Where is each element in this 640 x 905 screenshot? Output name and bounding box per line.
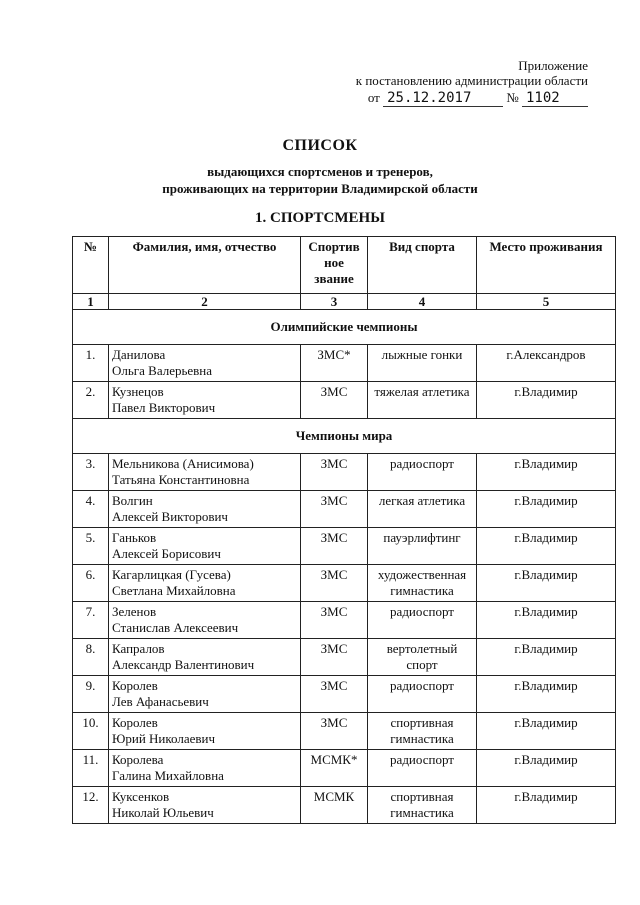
header-place: Место проживания [477, 237, 616, 294]
table-row [73, 345, 616, 382]
cell-sport: радиоспорт [368, 602, 477, 639]
cell-sport: пауэрлифтинг [368, 528, 477, 565]
given-names: Александр Валентинович [112, 657, 255, 672]
given-names: Николай Юльевич [112, 805, 214, 820]
cell-number: 11. [73, 750, 109, 787]
cell-name [109, 491, 301, 528]
cell-sport-title: ЗМС [301, 676, 368, 713]
cell-sport-title: ЗМС [301, 565, 368, 602]
decree-number: 1102 [522, 91, 588, 107]
document-subtitle [0, 163, 640, 197]
cell-residence: г.Владимир [477, 750, 616, 787]
section-heading: 1. СПОРТСМЕНЫ [255, 210, 385, 226]
cell-sport: спортивная гимнастика [368, 787, 477, 824]
document-title: СПИСОК [282, 137, 358, 154]
given-names: Ольга Валерьевна [112, 363, 213, 378]
given-names: Алексей Викторович [112, 509, 228, 524]
decree-date: 25.12.2017 [383, 91, 503, 107]
surname: Королева [112, 752, 164, 767]
cell-name [109, 382, 301, 419]
cell-sport-title: МСМК [301, 787, 368, 824]
group-title: Олимпийские чемпионы [73, 310, 616, 345]
table-row [73, 639, 616, 676]
cell-sport-title: ЗМС [301, 639, 368, 676]
given-names: Галина Михайловна [112, 768, 224, 783]
number-prefix: № [506, 90, 519, 105]
appendix-line1: Приложение [518, 58, 588, 73]
date-prefix: от [367, 90, 380, 105]
cell-residence: г.Владимир [477, 787, 616, 824]
cell-sport-title: ЗМС [301, 528, 368, 565]
table-row [73, 713, 616, 750]
cell-number: 3. [73, 454, 109, 491]
group-row [73, 419, 616, 454]
cell-name [109, 454, 301, 491]
header-name: Фамилия, имя, отчество [109, 237, 301, 294]
surname: Королев [112, 715, 158, 730]
cell-sport-title: ЗМС [301, 454, 368, 491]
given-names: Татьяна Константиновна [112, 472, 250, 487]
cell-residence: г.Александров [477, 345, 616, 382]
cell-number: 12. [73, 787, 109, 824]
cell-sport: тяжелая атлетика [368, 382, 477, 419]
cell-residence: г.Владимир [477, 639, 616, 676]
appendix-line2: к постановлению администрации области [355, 73, 588, 88]
surname: Королев [112, 678, 158, 693]
subtitle-line1: выдающихся спортсменов и тренеров, [207, 164, 433, 179]
cell-number: 9. [73, 676, 109, 713]
header-no: № [73, 237, 109, 294]
column-number: 2 [109, 294, 301, 310]
cell-name [109, 787, 301, 824]
table-row [73, 602, 616, 639]
header-title-line: ное [324, 255, 344, 270]
column-number: 3 [301, 294, 368, 310]
surname: Куксенков [112, 789, 170, 804]
table-body [73, 294, 616, 824]
given-names: Лев Афанасьевич [112, 694, 209, 709]
cell-residence: г.Владимир [477, 382, 616, 419]
cell-sport: вертолетный спорт [368, 639, 477, 676]
cell-name [109, 713, 301, 750]
table-row [73, 750, 616, 787]
surname: Волгин [112, 493, 153, 508]
given-names: Юрий Николаевич [112, 731, 216, 746]
surname: Кагарлицкая (Гусева) [112, 567, 231, 582]
cell-number: 6. [73, 565, 109, 602]
table-row [73, 382, 616, 419]
cell-name [109, 750, 301, 787]
cell-name [109, 528, 301, 565]
cell-number: 4. [73, 491, 109, 528]
cell-number: 10. [73, 713, 109, 750]
surname: Мельникова (Анисимова) [112, 456, 254, 471]
table-header-row [73, 237, 616, 294]
column-number-row [73, 294, 616, 310]
table-row [73, 528, 616, 565]
cell-sport: радиоспорт [368, 454, 477, 491]
cell-sport: спортивная гимнастика [368, 713, 477, 750]
column-number: 5 [477, 294, 616, 310]
cell-residence: г.Владимир [477, 602, 616, 639]
cell-name [109, 602, 301, 639]
group-row [73, 310, 616, 345]
table-row [73, 491, 616, 528]
subtitle-line2: проживающих на территории Владимирской области [162, 181, 478, 196]
group-title: Чемпионы мира [73, 419, 616, 454]
surname: Зеленов [112, 604, 157, 619]
cell-residence: г.Владимир [477, 565, 616, 602]
cell-sport-title: ЗМС [301, 713, 368, 750]
surname: Кузнецов [112, 384, 164, 399]
cell-number: 5. [73, 528, 109, 565]
cell-residence: г.Владимир [477, 454, 616, 491]
surname: Ганьков [112, 530, 157, 545]
table-row [73, 565, 616, 602]
cell-sport: художественная гимнастика [368, 565, 477, 602]
appendix-block [356, 58, 588, 107]
cell-residence: г.Владимир [477, 528, 616, 565]
cell-name [109, 345, 301, 382]
column-number: 1 [73, 294, 109, 310]
table-row [73, 787, 616, 824]
cell-name [109, 639, 301, 676]
cell-number: 7. [73, 602, 109, 639]
given-names: Станислав Алексеевич [112, 620, 239, 635]
cell-name [109, 676, 301, 713]
table-row [73, 454, 616, 491]
header-title [301, 237, 368, 294]
cell-sport: легкая атлетика [368, 491, 477, 528]
cell-name [109, 565, 301, 602]
table-row [73, 676, 616, 713]
cell-sport: радиоспорт [368, 750, 477, 787]
cell-sport-title: МСМК* [301, 750, 368, 787]
cell-residence: г.Владимир [477, 491, 616, 528]
cell-sport-title: ЗМС* [301, 345, 368, 382]
header-sport: Вид спорта [368, 237, 477, 294]
cell-number: 8. [73, 639, 109, 676]
cell-sport: радиоспорт [368, 676, 477, 713]
appendix-date-line [356, 90, 588, 107]
surname: Капралов [112, 641, 165, 656]
given-names: Светлана Михайловна [112, 583, 236, 598]
cell-sport: лыжные гонки [368, 345, 477, 382]
cell-residence: г.Владимир [477, 676, 616, 713]
cell-residence: г.Владимир [477, 713, 616, 750]
cell-number: 1. [73, 345, 109, 382]
cell-number: 2. [73, 382, 109, 419]
cell-sport-title: ЗМС [301, 491, 368, 528]
header-title-line: Спортив [308, 239, 360, 254]
cell-sport-title: ЗМС [301, 602, 368, 639]
cell-sport-title: ЗМС [301, 382, 368, 419]
given-names: Алексей Борисович [112, 546, 221, 561]
column-number: 4 [368, 294, 477, 310]
given-names: Павел Викторович [112, 400, 216, 415]
header-title-line: звание [314, 271, 354, 286]
surname: Данилова [112, 347, 166, 362]
athletes-table [72, 236, 616, 824]
